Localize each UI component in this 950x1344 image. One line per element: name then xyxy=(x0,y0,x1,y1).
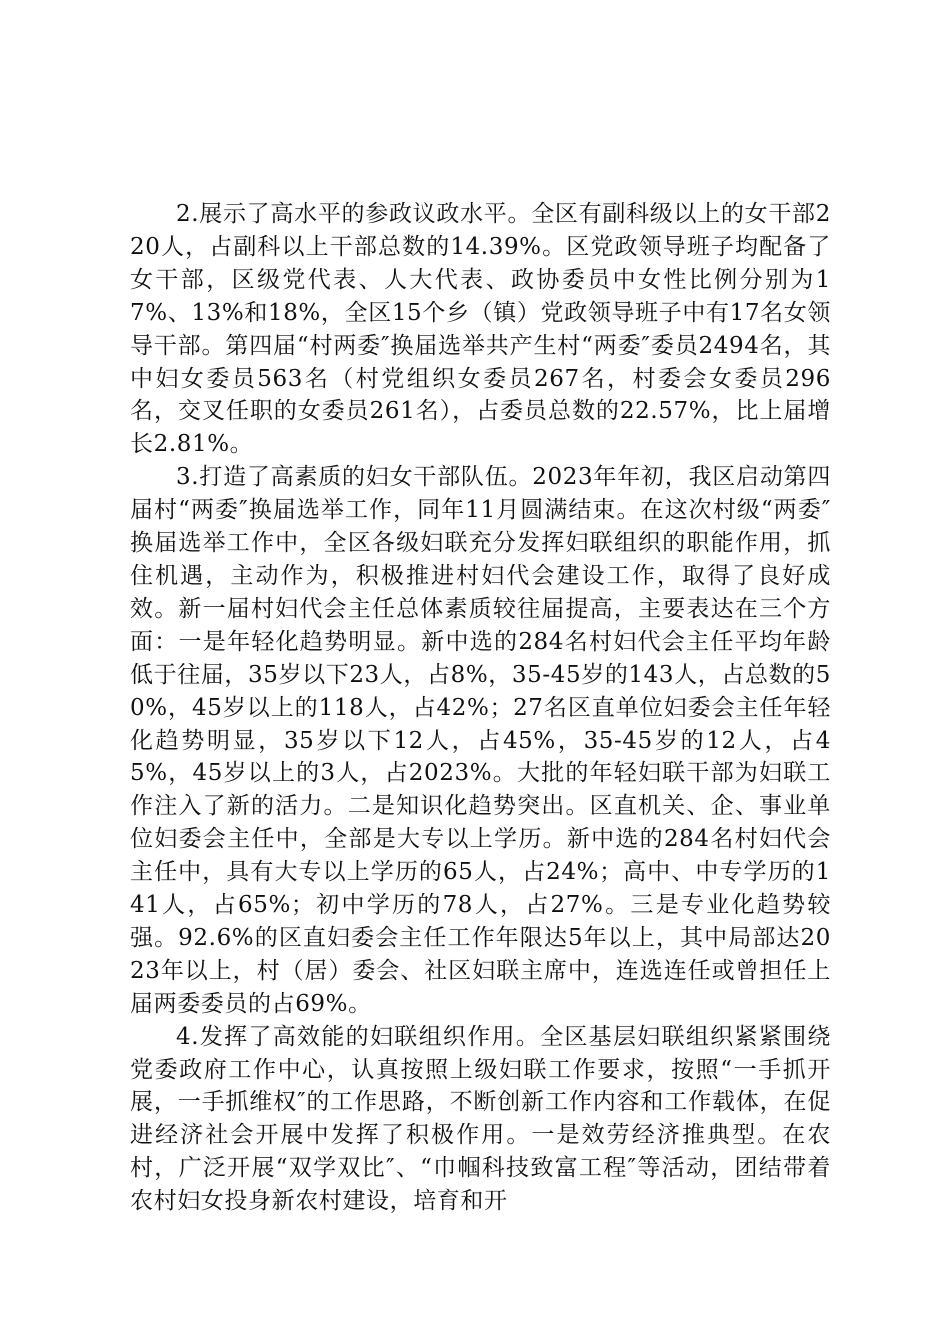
document-page xyxy=(130,198,831,1218)
paragraph-womens-federation-role: 4.发挥了高效能的妇联组织作用。全区基层妇联组织紧紧围绕党委政府工作中心，认真按照上级妇联工作要求，按照“一手抓开展，一手抓维权″的工作思路，不断创新工作内容和工作载体，在促进经济社会开展中发挥了积极作用。一是效劳经济推典型。在农村，广泛开展“双学双比″、“巾帼科技致富工程″等活动，团结带着农村妇女投身新农村建设，培育和开 xyxy=(130,1023,831,1215)
paragraph-political-participation: 2.展示了高水平的参政议政水平。全区有副科级以上的女干部220人，占副科以上干部总数的14.39%。区党政领导班子均配备了女干部，区级党代表、人大代表、政协委员中女性比例分别为17%、13%和18%，全区15个乡（镇）党政领导班子中有17名女领导干部。第四届“村两委″换届选举共产生村“两委″委员2494名，其中妇女委员563名（村党组织女委员267名，村委会女委员296名，交叉任职的女委员261名），占委员总数的22.57%，比上届增长2.81%。 xyxy=(130,201,831,458)
paragraph-cadre-team: 3.打造了高素质的妇女干部队伍。2023年年初，我区启动第四届村“两委″换届选举工作，同年11月圆满结束。在这次村级“两委″换届选举工作中，全区各级妇联充分发挥妇联组织的职能作用，抓住机遇，主动作为，积极推进村妇代会建设工作，取得了良好成效。新一届村妇代会主任总体素质较往届提高，主要表达在三个方面：一是年轻化趋势明显。新中选的284名村妇代会主任平均年龄低于往届，35岁以下23人，占8%，35-45岁的143人，占总数的50%，45岁以上的118人，占42%；27名区直单位妇委会主任年轻化趋势明显，35岁以下12人，占45%，35-45岁的12人，占45%，45岁以上的3人，占2023%。大批的年轻妇联干部为妇联工作注入了新的活力。二是知识化趋势突出。区直机关、企、事业单位妇委会主任中，全部是大专以上学历。新中选的284名村妇代会主任中，具有大专以上学历的65人，占24%；高中、中专学历的141人，占65%；初中学历的78人，占27%。三是专业化趋势较强。92.6%的区直妇委会主任工作年限达5年以上，其中局部达2023年以上，村（居）委会、社区妇联主席中，连选连任或曾担任上届两委委员的占69%。 xyxy=(130,464,831,1017)
